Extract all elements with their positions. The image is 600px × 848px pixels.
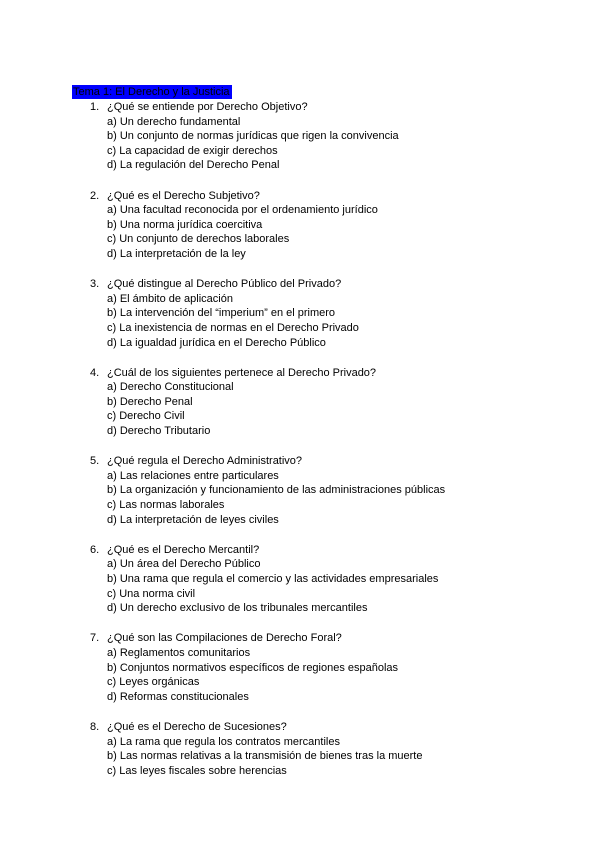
option-d: d) Un derecho exclusivo de los tribunales mercantiles [107,602,368,615]
question-6 [90,543,590,616]
option-c: c) Las leyes fiscales sobre herencias [107,764,287,777]
option-c: c) Un conjunto de derechos laborales [107,233,290,246]
option-c: c) Las normas laborales [107,499,225,512]
question-text: ¿Qué es el Derecho Subjetivo? [107,189,260,202]
option-b: b) Conjuntos normativos específicos de regiones españolas [107,661,399,674]
option-b: b) Derecho Penal [107,395,193,408]
option-list [90,380,590,438]
option-a: a) Una facultad reconocida por el ordenamiento jurídico [107,204,378,217]
option-a: a) Reglamentos comunitarios [107,646,251,659]
option-d: d) Reformas constitucionales [107,690,249,703]
option-b: b) Una norma jurídica coercitiva [107,218,263,231]
question-8 [90,720,590,778]
question-number: 6. [90,543,100,556]
option-c: c) La capacidad de exigir derechos [107,144,278,157]
question-list [90,100,590,794]
option-list [90,735,590,779]
question-text: ¿Qué son las Compilaciones de Derecho Foral? [107,632,342,645]
option-c: c) Una norma civil [107,587,196,600]
question-7 [90,631,590,704]
option-a: a) Las relaciones entre particulares [107,469,279,482]
question-2 [90,189,590,262]
option-b: b) La intervención del “imperium” en el primero [107,307,336,320]
option-b: b) La organización y funcionamiento de las administraciones públicas [107,484,446,497]
option-d: d) La regulación del Derecho Penal [107,159,280,172]
option-list [90,646,590,704]
option-d: d) La interpretación de la ley [107,247,246,260]
question-number: 1. [90,101,100,113]
option-d: d) La igualdad jurídica en el Derecho Público [107,336,326,349]
question-number: 8. [90,720,100,733]
question-number: 7. [90,632,100,645]
option-a: a) Un área del Derecho Público [107,558,261,571]
option-list [90,469,590,527]
option-d: d) Derecho Tributario [107,425,211,438]
question-3 [90,277,590,350]
option-a: a) La rama que regula los contratos mercantiles [107,735,340,748]
question-number: 4. [90,366,100,379]
question-text: ¿Qué distingue al Derecho Público del Privado? [107,278,342,291]
option-list [90,115,590,173]
question-number: 5. [90,455,100,468]
question-1 [90,100,590,173]
option-list [90,292,590,350]
question-text: ¿Qué es el Derecho Mercantil? [107,543,260,556]
option-c: c) Derecho Civil [107,410,185,423]
option-d: d) La interpretación de leyes civiles [107,513,279,526]
question-4 [90,366,590,439]
question-text: ¿Qué se entiende por Derecho Objetivo? [107,101,308,113]
question-number: 3. [90,278,100,291]
option-b: b) Una rama que regula el comercio y las actividades empresariales [107,573,439,585]
option-a: a) Derecho Constitucional [107,381,234,394]
document-title: Tema 1: El Derecho y la Justicia [73,86,230,98]
question-number: 2. [90,189,100,202]
option-c: c) Leyes orgánicas [107,676,200,689]
option-list [90,203,590,261]
question-5 [90,454,590,527]
question-text: ¿Qué regula el Derecho Administrativo? [107,455,303,468]
option-a: a) El ámbito de aplicación [107,292,233,305]
option-a: a) Un derecho fundamental [107,115,241,128]
question-text: ¿Qué es el Derecho de Sucesiones? [107,720,287,733]
question-text: ¿Cuál de los siguientes pertenece al Derecho Privado? [107,366,377,379]
option-b: b) Las normas relativas a la transmisión de bienes tras la muerte [107,750,423,763]
option-b: b) Un conjunto de normas jurídicas que rigen la convivencia [107,130,399,143]
option-c: c) La inexistencia de normas en el Derecho Privado [107,321,359,334]
option-list [90,557,590,615]
